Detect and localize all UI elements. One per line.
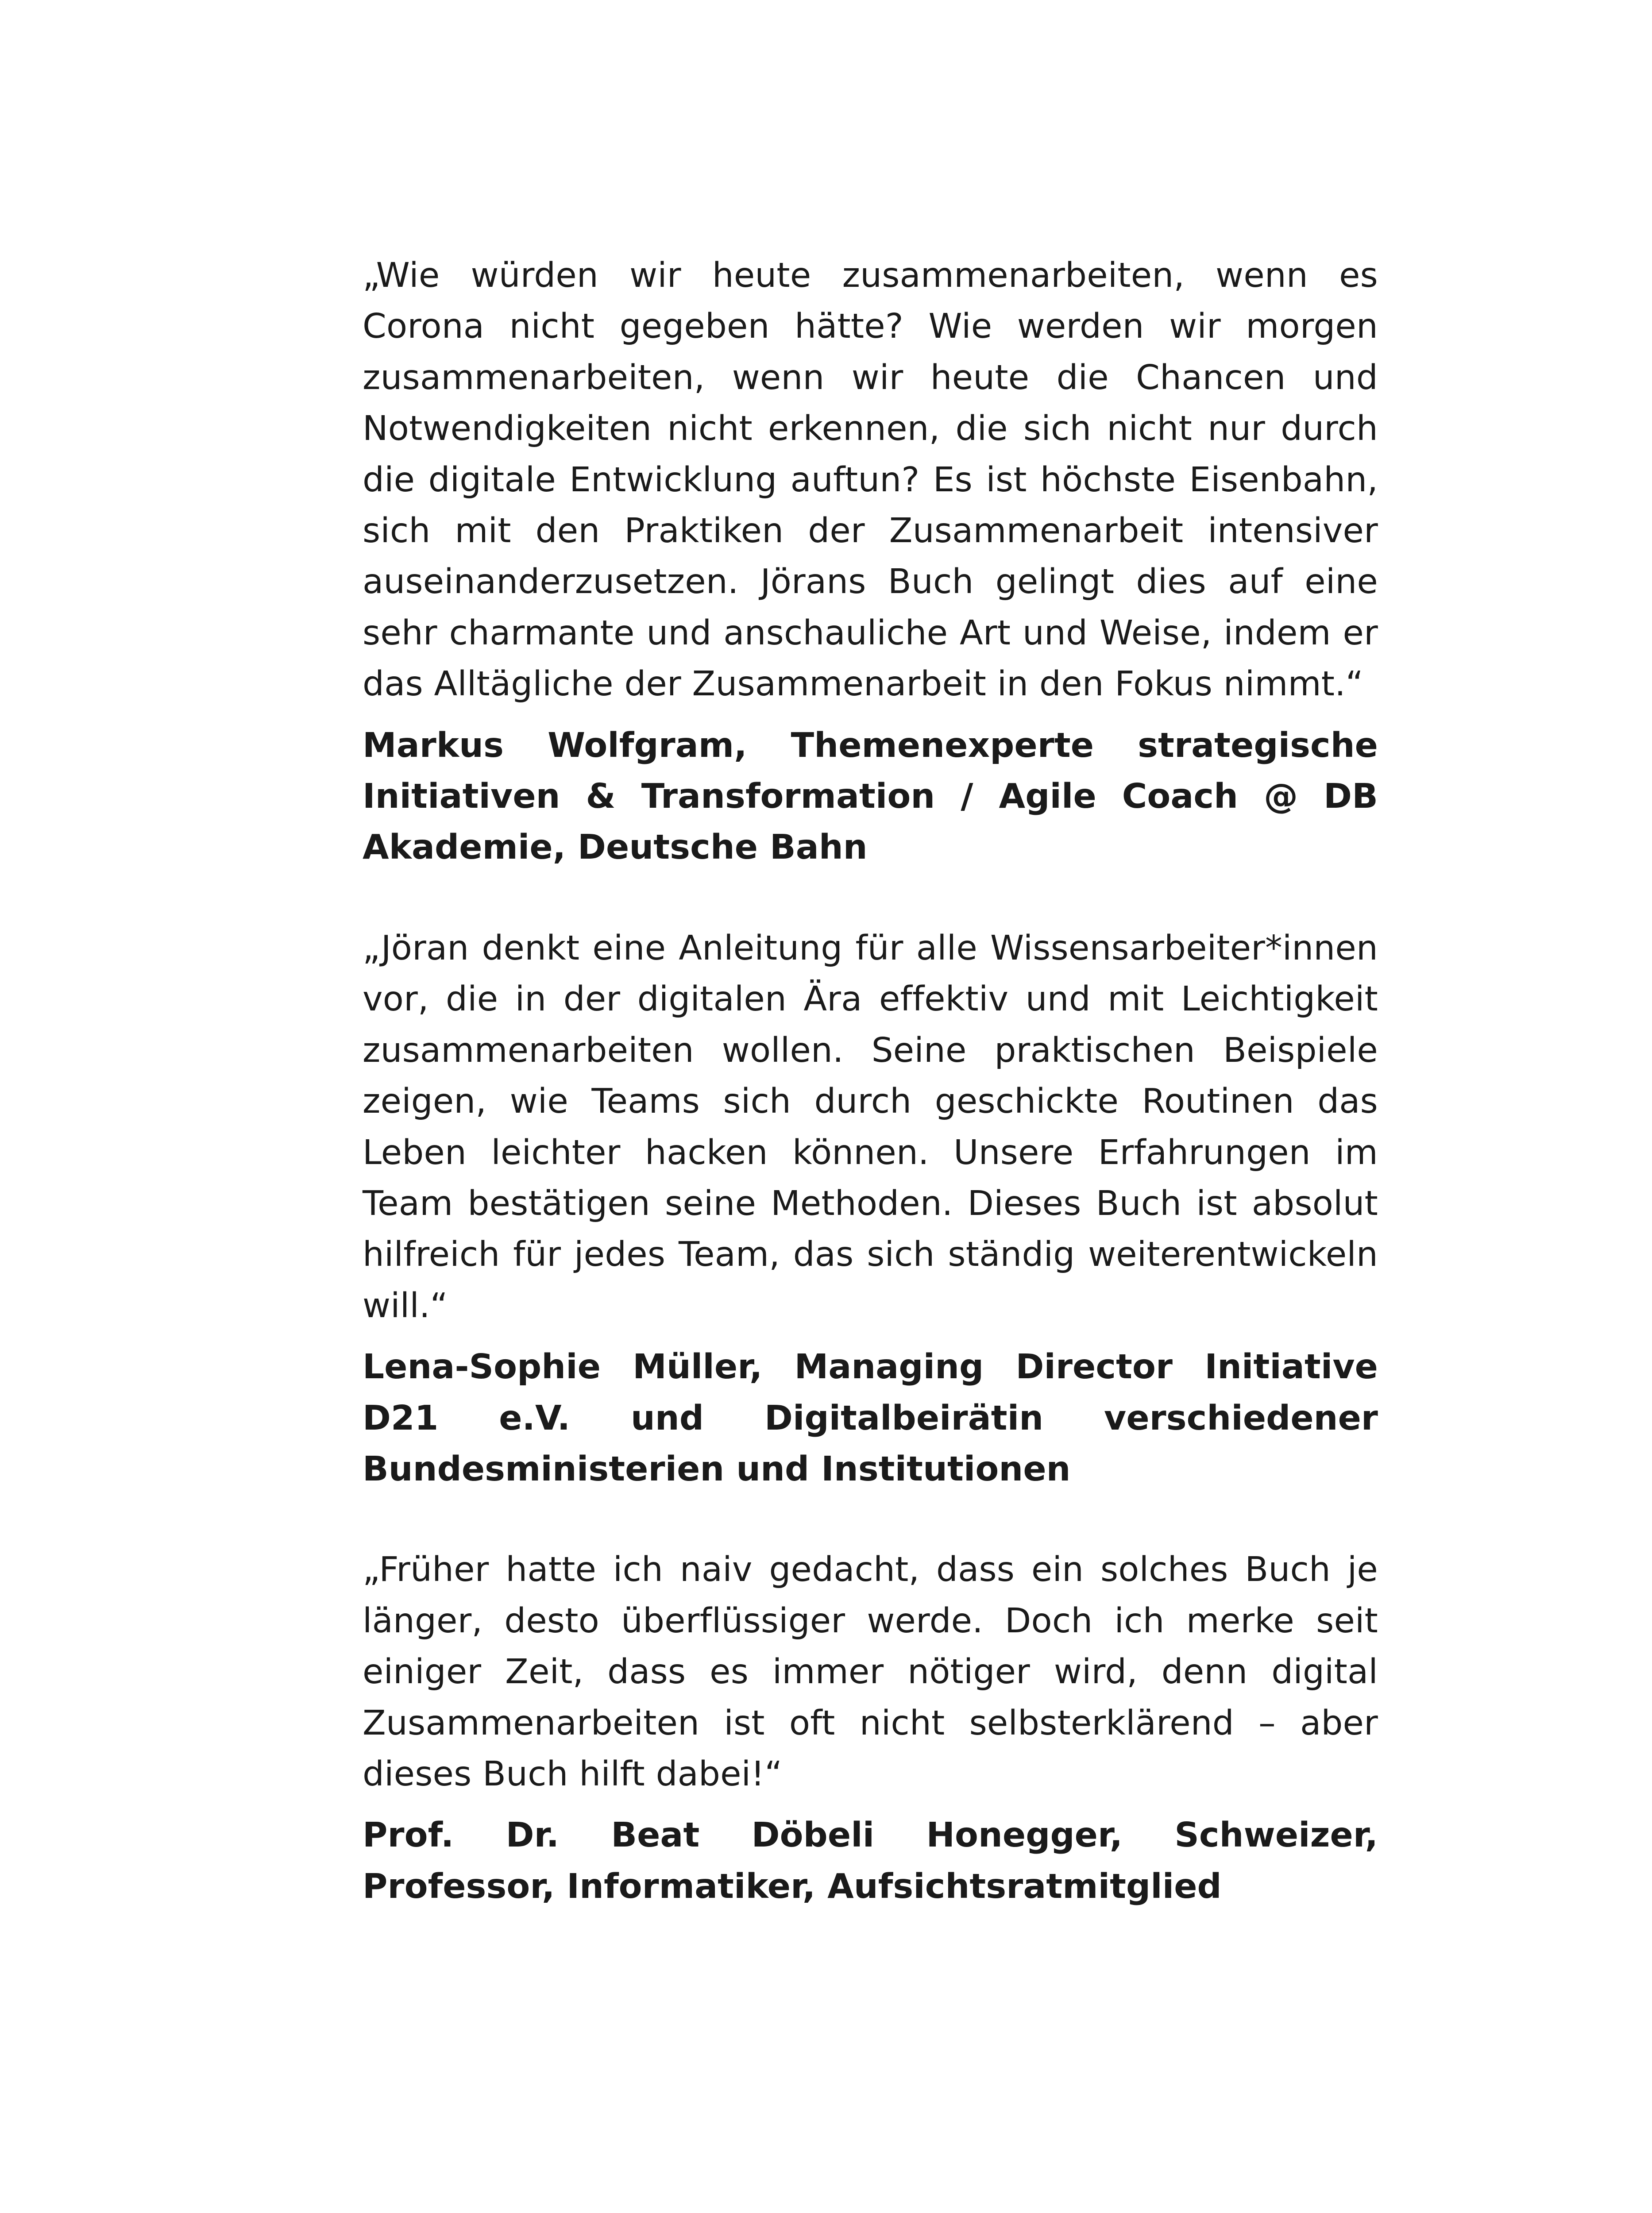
testimonial-block xyxy=(363,923,1378,1495)
testimonial-block xyxy=(363,250,1378,873)
testimonial-block xyxy=(363,1544,1378,1912)
testimonials-column xyxy=(363,250,1378,1962)
testimonial-quote: „Wie würden wir heute zusammenarbeiten, wenn es Corona nicht gegeben hätte? Wie werden wir morgen zusammenarbeiten, wenn wir heute die Chancen und Notwendigkeiten nicht erkennen, die sich nicht nur durch die digitale Entwicklung auftun? Es ist höchste Eisenbahn, sich mit den Praktiken der Zusammenarbeit intensiver auseinanderzusetzen. Jörans Buch gelingt dies auf eine sehr charmante und anschauliche Art und Weise, indem er das Alltägliche der Zusammenarbeit in den Fokus nimmt.“ xyxy=(363,256,1378,704)
testimonial-quote: „Früher hatte ich naiv gedacht, dass ein solches Buch je länger, desto überflüssiger werde. Doch ich merke seit einiger Zeit, dass es immer nötiger wird, denn digital Zusammenarbeiten ist oft nicht selbsterklärend – aber dieses Buch hilft dabei!“ xyxy=(363,1550,1378,1794)
testimonial-attribution: Markus Wolfgram, Themenexperte strategische Initiativen & Transformation / Agile Coach @ DB Akademie, Deutsche Bahn xyxy=(363,725,1378,867)
testimonial-attribution: Prof. Dr. Beat Döbeli Honegger, Schweizer, Professor, Informatiker, Aufsichtsratmitglied xyxy=(363,1816,1378,1906)
testimonial-attribution: Lena-Sophie Müller, Managing Director Initiative D21 e.V. und Digitalbeirätin verschiedener Bundesministerien und Institutionen xyxy=(363,1347,1378,1489)
testimonial-quote: „Jöran denkt eine Anleitung für alle Wissensarbeiter*innen vor, die in der digitalen Ära effektiv und mit Leichtigkeit zusammenarbeiten wollen. Seine praktischen Beispiele zeigen, wie Teams sich durch geschickte Routinen das Leben leichter hacken können. Unsere Erfahrungen im Team bestätigen seine Methoden. Dieses Buch ist absolut hilfreich für jedes Team, das sich ständig weiterentwickeln will.“ xyxy=(363,928,1378,1326)
